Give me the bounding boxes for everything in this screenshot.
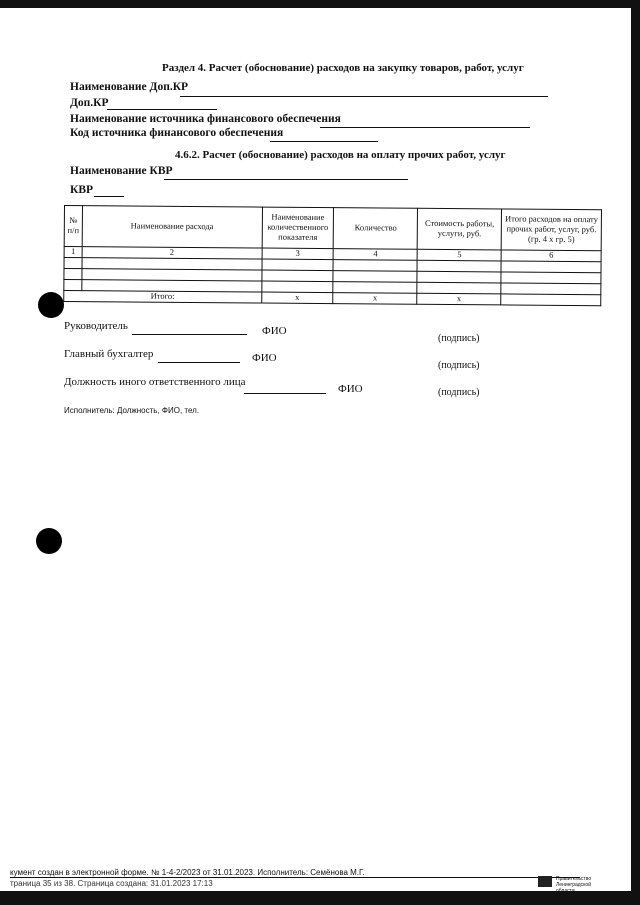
- footer-divider: [10, 877, 580, 878]
- signature-role-head: Руководитель: [64, 320, 128, 332]
- total-cell: x: [417, 293, 501, 305]
- table-cell[interactable]: [64, 269, 82, 280]
- scan-right-edge: [631, 0, 640, 905]
- table-cell[interactable]: [333, 260, 417, 272]
- table-cell[interactable]: [501, 261, 601, 273]
- column-number: 6: [501, 250, 601, 262]
- column-header: Наименование количественного показателя: [262, 207, 334, 249]
- signature-fio-head: ФИО: [262, 325, 287, 337]
- kvr-field[interactable]: [94, 196, 124, 197]
- table-cell[interactable]: [501, 283, 601, 295]
- column-number: 2: [82, 247, 262, 259]
- total-cell: x: [333, 293, 417, 305]
- signature-fio-accountant: ФИО: [252, 352, 277, 364]
- dop-kr-label: Доп.КР: [70, 97, 109, 109]
- column-number: 4: [334, 249, 418, 261]
- punch-hole-top: [38, 292, 64, 318]
- table-cell[interactable]: [64, 280, 82, 291]
- government-logo-icon: [538, 876, 552, 887]
- signature-line-other[interactable]: [244, 393, 326, 394]
- government-logo-text: Правительство Ленинградской области: [556, 876, 592, 894]
- table-cell[interactable]: [333, 282, 417, 294]
- signature-line-head[interactable]: [132, 334, 247, 335]
- signature-role-accountant: Главный бухгалтер: [64, 348, 154, 360]
- table-cell[interactable]: [417, 282, 501, 294]
- source-name-field[interactable]: [320, 127, 530, 128]
- kvr-name-field[interactable]: [164, 179, 408, 180]
- punch-hole-bottom: [36, 528, 62, 554]
- signature-role-other: Должность иного ответственного лица: [64, 376, 246, 388]
- column-header: Количество: [334, 208, 418, 250]
- column-header: Наименование расхода: [82, 206, 262, 248]
- signature-sign-other: (подпись): [438, 387, 480, 398]
- dop-kr-field[interactable]: [107, 109, 217, 110]
- table-header-row: [64, 206, 601, 251]
- column-header: Итого расходов на оплату прочих работ, услуг, руб. (гр. 4 х гр. 5): [501, 209, 601, 251]
- table-cell[interactable]: [261, 270, 333, 282]
- kvr-name-label: Наименование КВР: [70, 165, 173, 177]
- source-name-label: Наименование источника финансового обеспечения: [70, 113, 341, 125]
- column-number: 3: [262, 248, 334, 260]
- table-cell[interactable]: [417, 260, 501, 272]
- source-code-field[interactable]: [270, 141, 378, 142]
- dop-kr-name-label: Наименование Доп.КР: [70, 81, 189, 93]
- source-code-label: Код источника финансового обеспечения: [70, 127, 284, 139]
- kvr-label: КВР: [70, 184, 94, 196]
- scan-top-edge: [0, 0, 640, 8]
- scan-bottom-edge: [0, 891, 640, 905]
- signature-fio-other: ФИО: [338, 383, 363, 395]
- table-cell[interactable]: [261, 281, 333, 293]
- table-cell[interactable]: [417, 271, 501, 283]
- signature-sign-head: (подпись): [438, 333, 480, 344]
- table-cell[interactable]: [262, 259, 334, 271]
- column-header: № п/п: [64, 206, 82, 247]
- total-value-cell[interactable]: [501, 294, 601, 306]
- executor-note: Исполнитель: Должность, ФИО, тел.: [64, 406, 200, 415]
- table-cell[interactable]: [333, 271, 417, 283]
- footer-document-info: кумент создан в электронной форме. № 1-4-2/2023 от 31.01.2023. Исполнитель: Семёнова М.Г.: [10, 868, 365, 877]
- signature-sign-accountant: (подпись): [438, 360, 480, 371]
- column-number: 1: [64, 247, 82, 258]
- section-title: Раздел 4. Расчет (обоснование) расходов на закупку товаров, работ, услуг: [162, 62, 524, 74]
- total-cell: x: [261, 292, 333, 304]
- footer-page-info: траница 35 из 38. Страница создана: 31.01.2023 17:13: [10, 879, 213, 888]
- table-cell[interactable]: [64, 258, 82, 269]
- total-label: Итого:: [64, 291, 262, 304]
- subsection-title: 4.6.2. Расчет (обоснование) расходов на оплату прочих работ, услуг: [175, 149, 506, 161]
- dop-kr-name-field[interactable]: [180, 96, 548, 97]
- calculation-table: [63, 205, 602, 306]
- column-header: Стоимость работы, услуги, руб.: [418, 208, 502, 250]
- signature-line-accountant[interactable]: [158, 362, 240, 363]
- table-cell[interactable]: [501, 272, 601, 284]
- column-number: 5: [417, 249, 501, 261]
